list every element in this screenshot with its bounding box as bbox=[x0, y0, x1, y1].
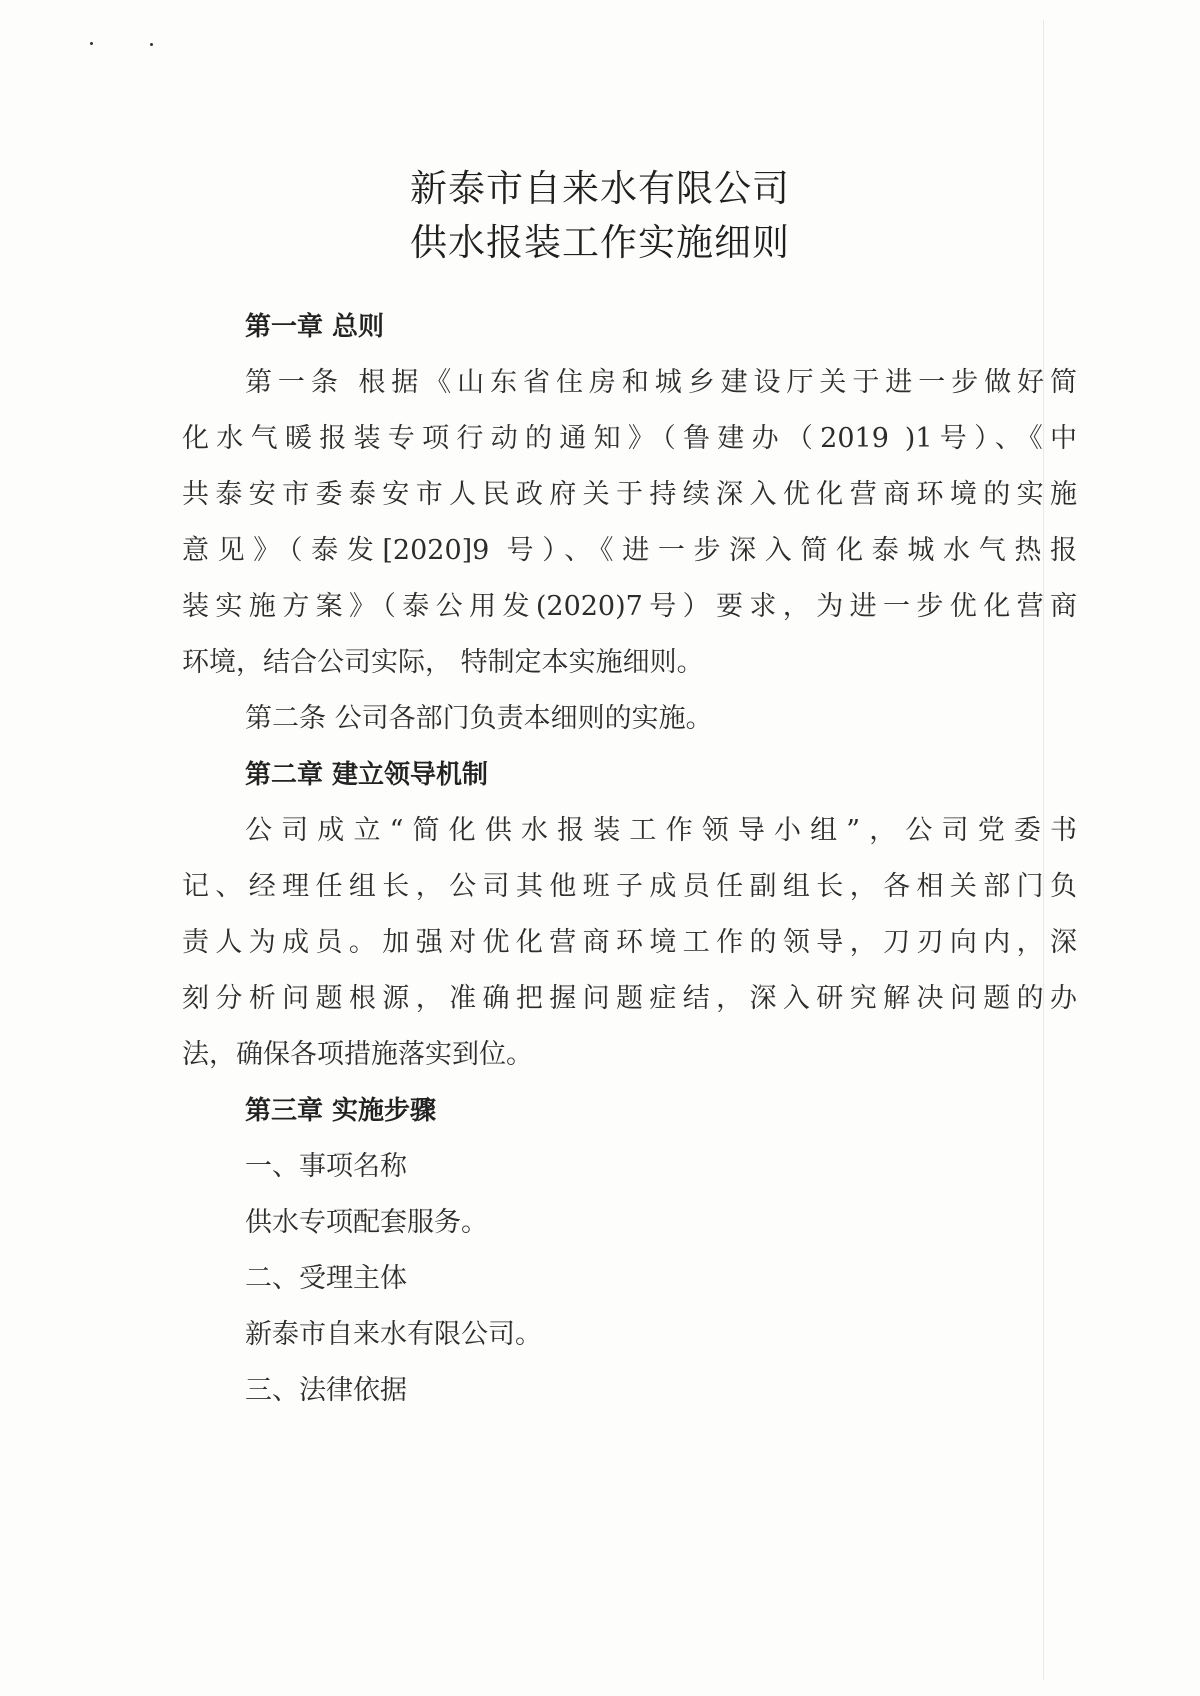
document-title-line1: 新泰市自来水有限公司 bbox=[410, 167, 790, 210]
chapter2-line: 记、经理任组长，公司其他班子成员任副组长，各相关部门负 bbox=[182, 871, 1077, 902]
chapter1-heading: 第一章 总则 bbox=[245, 312, 385, 342]
chapter2-line: 公司成立“简化供水报装工作领导小组”，公司党委书 bbox=[245, 815, 1077, 846]
article1-line: 环境，结合公司实际， 特制定本实施细则。 bbox=[182, 647, 704, 678]
article1-line: 第一条 根据《山东省住房和城乡建设厅关于进一步做好简 bbox=[245, 367, 1077, 398]
scan-fold-line bbox=[1043, 20, 1044, 1680]
scan-speck bbox=[90, 42, 93, 45]
chapter2-line: 刻分析问题根源，准确把握问题症结，深入研究解决问题的办 bbox=[182, 983, 1077, 1014]
item1-value: 供水专项配套服务。 bbox=[245, 1207, 488, 1238]
article1-line: 共泰安市委泰安市人民政府关于持续深入优化营商环境的实施 bbox=[182, 479, 1077, 510]
chapter2-line: 法，确保各项措施落实到位。 bbox=[182, 1039, 533, 1070]
item2-value: 新泰市自来水有限公司。 bbox=[245, 1319, 542, 1350]
article1-line: 装实施方案》（泰公用发(2020)7号）要求，为进一步优化营商 bbox=[182, 591, 1077, 622]
chapter2-line: 责人为成员。加强对优化营商环境工作的领导，刀刃向内，深 bbox=[182, 927, 1077, 958]
scan-speck bbox=[150, 43, 153, 46]
item1-label: 一、事项名称 bbox=[245, 1151, 407, 1182]
article1-line: 化水气暖报装专项行动的通知》（鲁建办（2019 )1号）、《中 bbox=[182, 423, 1077, 454]
item2-label: 二、受理主体 bbox=[245, 1263, 407, 1294]
item3-label: 三、法律依据 bbox=[245, 1375, 407, 1406]
document-title-line2: 供水报装工作实施细则 bbox=[410, 221, 790, 264]
chapter3-heading: 第三章 实施步骤 bbox=[245, 1096, 437, 1126]
article2-text: 第二条 公司各部门负责本细则的实施。 bbox=[245, 703, 713, 734]
chapter2-heading: 第二章 建立领导机制 bbox=[245, 760, 489, 790]
article1-line: 意见》（泰发[2020]9 号）、《进一步深入简化泰城水气热报 bbox=[182, 535, 1077, 566]
